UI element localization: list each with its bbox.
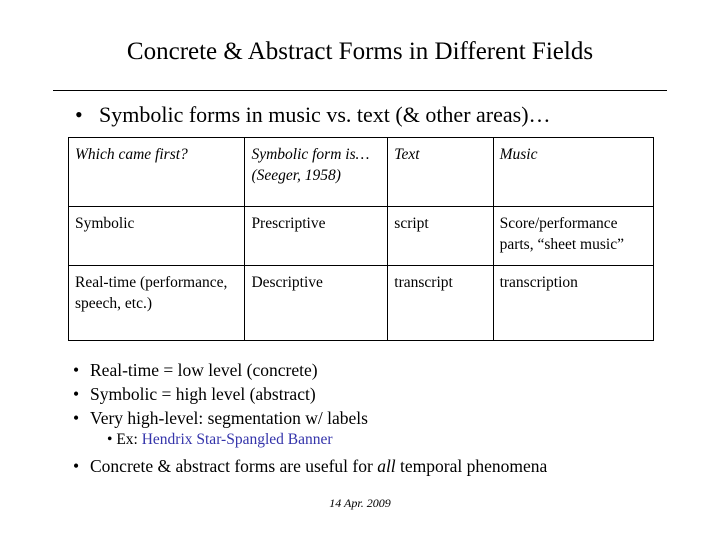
last-bullet-before: Concrete & abstract forms are useful for xyxy=(90,456,378,476)
sub-bullet-icon: • xyxy=(107,431,113,448)
forms-table xyxy=(68,137,654,341)
last-bullet-emphasis: all xyxy=(377,456,396,476)
table-cell: script xyxy=(388,207,493,266)
table-cell: transcription xyxy=(493,266,653,341)
list-item xyxy=(73,382,368,406)
main-bullet-text: Symbolic forms in music vs. text (& other areas)… xyxy=(99,102,551,127)
table-cell: Score/performance parts, “sheet music” xyxy=(493,207,653,266)
list-item-text: Real-time = low level (concrete) xyxy=(90,360,318,380)
last-bullet xyxy=(73,456,547,477)
list-item xyxy=(73,406,368,430)
last-bullet-after: temporal phenomena xyxy=(395,456,548,476)
table-cell: Descriptive xyxy=(245,266,388,341)
list-item xyxy=(73,358,368,382)
bullet-icon: • xyxy=(75,102,83,127)
table-cell: Prescriptive xyxy=(245,207,388,266)
sub-bullet xyxy=(107,431,333,449)
slide-title: Concrete & Abstract Forms in Different Fields xyxy=(126,38,594,65)
bullet-icon: • xyxy=(73,384,80,404)
table-header-cell: Which came first? xyxy=(69,138,245,207)
bullet-icon: • xyxy=(73,360,80,380)
table-row xyxy=(69,207,654,266)
table-header-cell: Text xyxy=(388,138,493,207)
bullet-icon: • xyxy=(73,408,80,428)
table-cell: Symbolic xyxy=(69,207,245,266)
table-cell: Real-time (performance, speech, etc.) xyxy=(69,266,245,341)
main-bullet xyxy=(75,102,551,128)
footer-date: 14 Apr. 2009 xyxy=(329,496,391,510)
hendrix-link[interactable]: Hendrix Star-Spangled Banner xyxy=(141,431,333,448)
table-cell: transcript xyxy=(388,266,493,341)
bullet-list xyxy=(73,358,368,430)
table-header-cell: Music xyxy=(493,138,653,207)
table-row xyxy=(69,266,654,341)
sub-bullet-prefix: Ex: xyxy=(116,431,142,448)
table-header-row xyxy=(69,138,654,207)
table-header-cell: Symbolic form is… (Seeger, 1958) xyxy=(245,138,388,207)
list-item-text: Symbolic = high level (abstract) xyxy=(90,384,316,404)
list-item-text: Very high-level: segmentation w/ labels xyxy=(90,408,368,428)
title-divider xyxy=(53,90,667,91)
bullet-icon: • xyxy=(73,456,80,476)
